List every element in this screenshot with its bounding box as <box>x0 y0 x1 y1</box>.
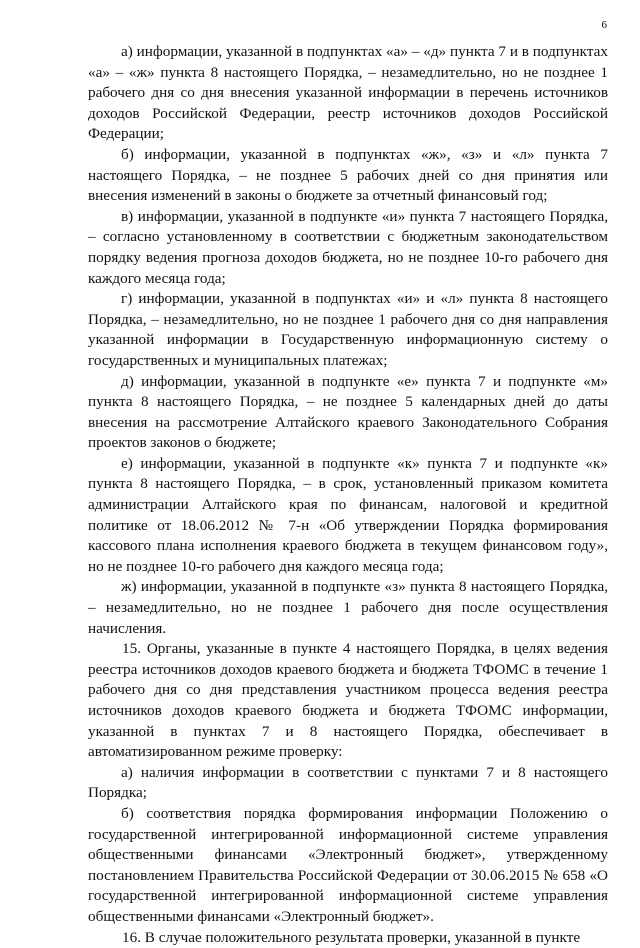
document-body <box>88 42 608 948</box>
paragraph-a: а) информации, указанной в подпунктах «а» – «д» пункта 7 и в подпунктах «а» – «ж» пункта 8 настоящего Порядка, – незамедлительно, но не позднее 1 рабочего дня со дня внесения указанной информации в перечень источников доходов Российской Федерации, реестр источников доходов Российской Федерации; <box>88 43 608 143</box>
paragraph-e: е) информации, указанной в подпункте «к» пункта 7 и подпункте «к» пункта 8 настоящего Порядка, – в срок, установленный приказом комитета администрации Алтайского края по финансам, налоговой и кредитной политике от 18.06.2012 № 7-н «Об утверждении Порядка формирования кассового плана исполнения краевого бюджета в текущем финансовом году», но не позднее 10-го рабочего дня каждого месяца года; <box>88 454 608 575</box>
paragraph-b: б) информации, указанной в подпунктах «ж», «з» и «л» пункта 7 настоящего Порядка, – не позднее 5 рабочих дней со дня принятия или внесения изменений в законы о бюджете за отчетный финансовый год; <box>88 145 608 205</box>
paragraph-v: в) информации, указанной в подпункте «и» пункта 7 настоящего Порядка, – согласно установленному в соответствии с бюджетным законодательством порядку ведения прогноза доходов бюджета, но не позднее 10-го рабочего дня каждого месяца года; <box>88 207 608 287</box>
paragraph-d: д) информации, указанной в подпункте «е» пункта 7 и подпункте «м» пункта 8 настоящего Порядка, – не позднее 5 календарных дней до даты внесения на рассмотрение Алтайского краевого Законодательного Собрания проектов законов о бюджете; <box>88 372 608 452</box>
paragraph-16: 16. В случае положительного результата проверки, указанной в пункте <box>122 928 581 946</box>
paragraph-15-a: а) наличия информации в соответствии с пунктами 7 и 8 настоящего Порядка; <box>88 763 608 802</box>
paragraph-15-b: б) соответствия порядка формирования информации Положению о государственной интегрированной информационной системе управления общественными финансами «Электронный бюджет», утвержденному постановлением Правительства Российской Федерации от 30.06.2015 № 658 «О государственной интегрированной информационной системе управления общественными финансами «Электронный бюджет». <box>88 804 608 925</box>
page-number: 6 <box>601 19 607 31</box>
paragraph-g: г) информации, указанной в подпунктах «и» и «л» пункта 8 настоящего Порядка, – незамедлительно, но не позднее 1 рабочего дня со дня направления указанной информации в Государственную информационную систему о государственных и муниципальных платежах; <box>88 290 608 369</box>
paragraph-zh: ж) информации, указанной в подпункте «з» пункта 8 настоящего Порядка, – незамедлительно, но не позднее 1 рабочего дня после осуществления начисления. <box>88 578 608 637</box>
paragraph-15: 15. Органы, указанные в пункте 4 настоящего Порядка, в целях ведения реестра источников доходов краевого бюджета и бюджета ТФОМС в течение 1 рабочего дня со дня представления участником процесса ведения реестра источников доходов краевого бюджета и бюджета ТФОМС информации, указанной в пунктах 7 и 8 настоящего Порядка, обеспечивает в автоматизированном режиме проверку: <box>88 640 608 761</box>
